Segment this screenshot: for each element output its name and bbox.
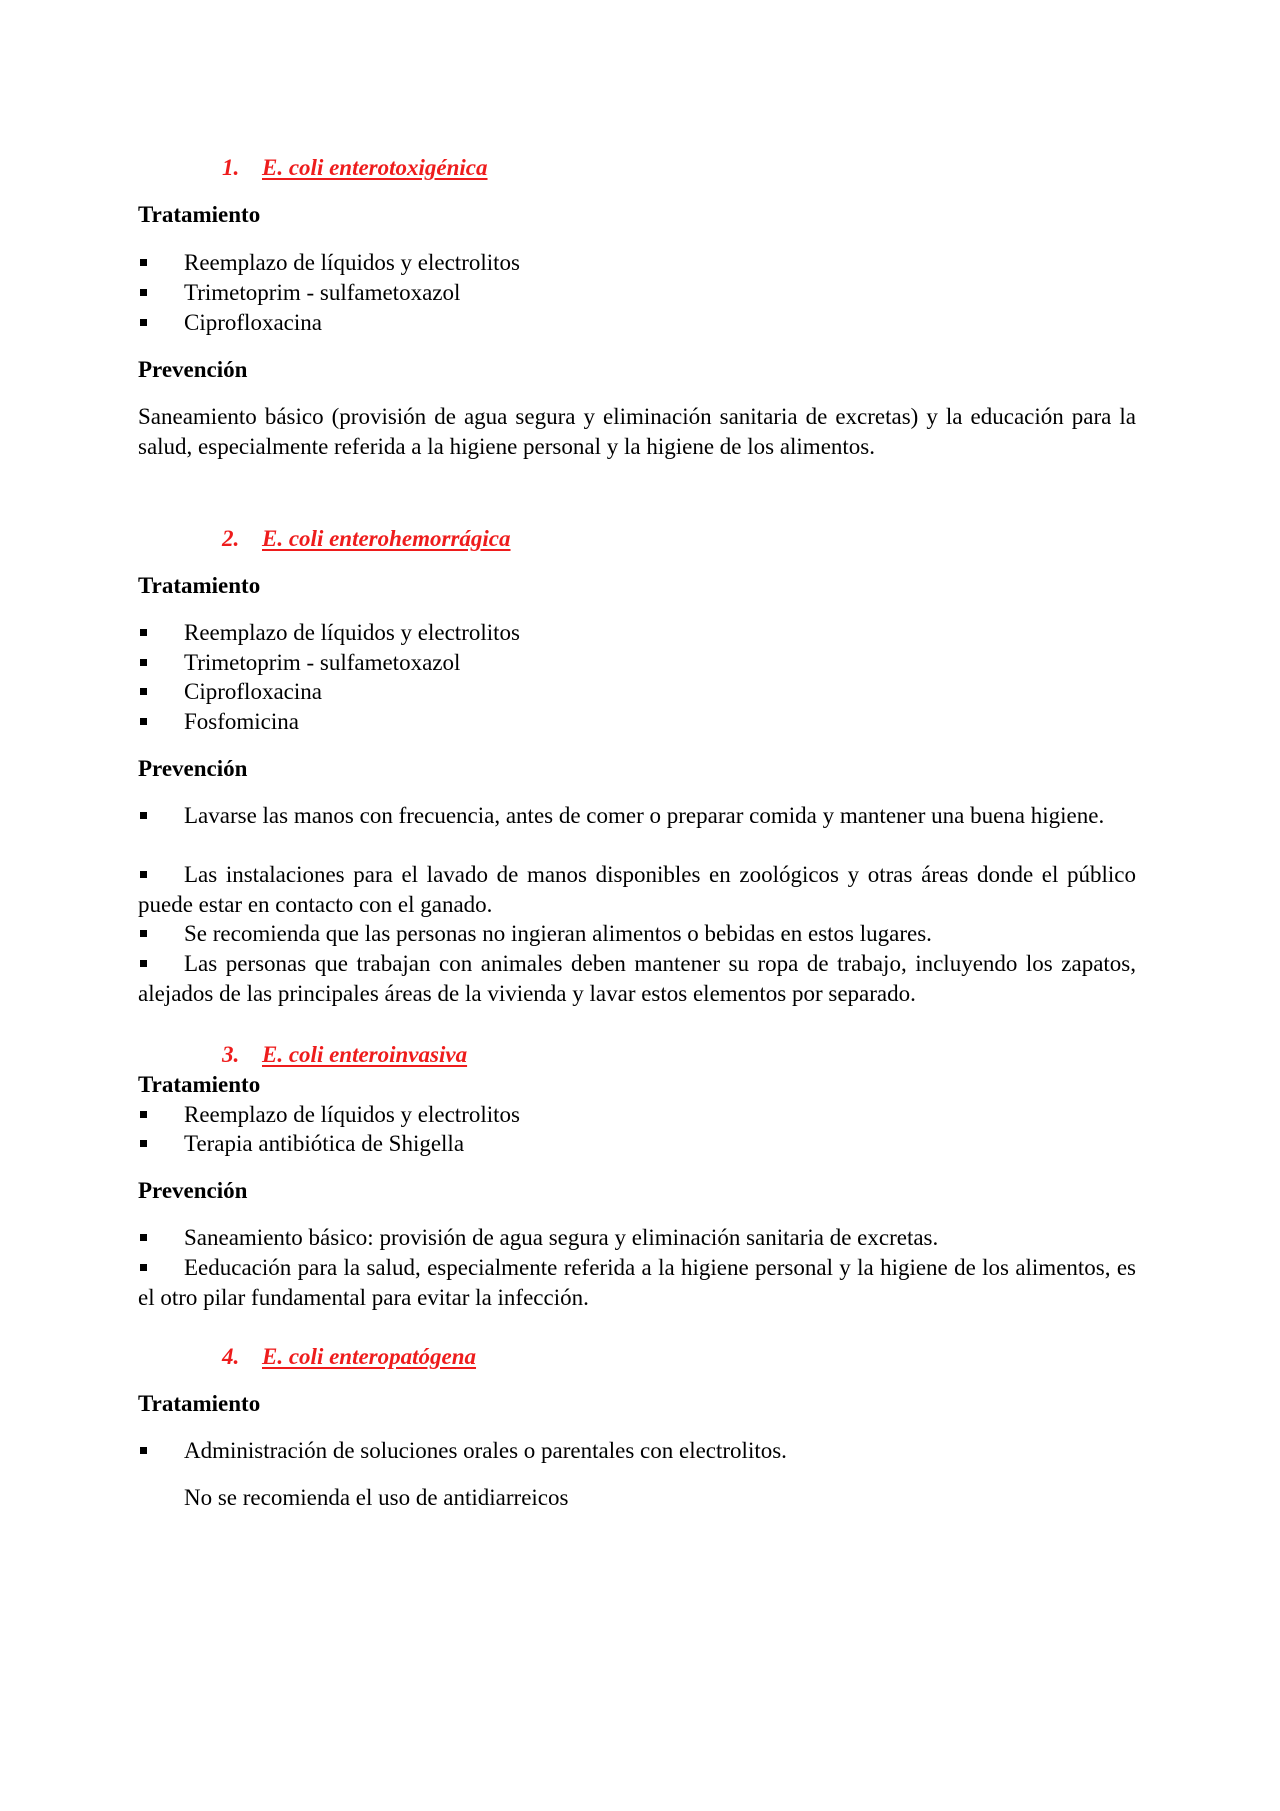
section-2-prevention-item: [138, 801, 1136, 831]
section-1-heading: [222, 153, 488, 183]
section-4-treatment-label: Tratamiento: [138, 1391, 261, 1416]
square-bullet-icon: [140, 812, 147, 819]
section-1-prevention-text: Saneamiento básico (provisión de agua segura y eliminación sanitaria de excretas) y la educación para la salud, especialmente referida a la higiene personal y la higiene de los alimentos.: [138, 404, 1136, 459]
square-bullet-icon: [140, 319, 147, 326]
section-4-title: E. coli enteropatógena: [262, 1344, 477, 1369]
square-bullet-icon: [140, 1264, 147, 1271]
list-item-text: Terapia antibiótica de Shigella: [184, 1131, 465, 1156]
list-item-text: Lavarse las manos con frecuencia, antes de comer o preparar comida y mantener una buena higiene.: [184, 803, 1105, 828]
section-3-number: 3.: [222, 1042, 240, 1067]
square-bullet-icon: [140, 1234, 147, 1241]
list-item-text: Ciprofloxacina: [184, 679, 322, 704]
square-bullet-icon: [140, 1447, 147, 1454]
section-2-title: E. coli enterohemorrágica: [262, 526, 511, 551]
list-item-text: Eeducación para la salud, especialmente referida a la higiene personal y la higiene de los alimentos, es el otro pilar fundamental para evitar la infección.: [138, 1255, 1136, 1310]
list-item-text: Trimetoprim - sulfametoxazol: [184, 650, 461, 675]
square-bullet-icon: [140, 960, 147, 967]
list-item-text: Reemplazo de líquidos y electrolitos: [184, 620, 520, 645]
section-2-number: 2.: [222, 526, 240, 551]
section-4-heading: [222, 1342, 476, 1372]
list-item-text: Reemplazo de líquidos y electrolitos: [184, 250, 520, 275]
square-bullet-icon: [140, 289, 147, 296]
section-1-treatment-label: Tratamiento: [138, 202, 261, 227]
list-item-text: Saneamiento básico: provisión de agua segura y eliminación sanitaria de excretas.: [184, 1225, 939, 1250]
list-item-text: Las instalaciones para el lavado de manos disponibles en zoológicos y otras áreas donde el público puede estar en contacto con el ganado.: [138, 862, 1136, 917]
section-3-prevention-item: [138, 1253, 1136, 1312]
section-2-prevention-label: Prevención: [138, 756, 248, 781]
list-item-text: Administración de soluciones orales o parentales con electrolitos.: [184, 1438, 787, 1463]
section-2-prevention-item: [138, 860, 1136, 919]
square-bullet-icon: [140, 718, 147, 725]
square-bullet-icon: [140, 688, 147, 695]
section-3-prevention-label: Prevención: [138, 1178, 248, 1203]
section-3-treatment-label: Tratamiento: [138, 1072, 261, 1097]
square-bullet-icon: [140, 259, 147, 266]
section-3-prevention-item: [138, 1223, 1136, 1253]
list-item-text: Reemplazo de líquidos y electrolitos: [184, 1102, 520, 1127]
square-bullet-icon: [140, 629, 147, 636]
square-bullet-icon: [140, 1140, 147, 1147]
section-1-number: 1.: [222, 155, 240, 180]
section-3-heading: [222, 1040, 467, 1070]
section-4-note: No se recomienda el uso de antidiarreicos: [184, 1485, 569, 1510]
square-bullet-icon: [140, 930, 147, 937]
list-item-text: Fosfomicina: [184, 709, 299, 734]
list-item-text: Trimetoprim - sulfametoxazol: [184, 280, 461, 305]
section-1-prevention-label: Prevención: [138, 357, 248, 382]
square-bullet-icon: [140, 871, 147, 878]
square-bullet-icon: [140, 659, 147, 666]
list-item-text: Las personas que trabajan con animales deben mantener su ropa de trabajo, incluyendo los zapatos, alejados de las principales áreas de la vivienda y lavar estos elementos por separado.: [138, 951, 1136, 1006]
list-item-text: Se recomienda que las personas no ingieran alimentos o bebidas en estos lugares.: [184, 921, 932, 946]
section-2-prevention-item: [138, 919, 1136, 949]
section-4-number: 4.: [222, 1344, 240, 1369]
section-2-heading: [222, 524, 511, 554]
section-3-title: E. coli enteroinvasiva: [262, 1042, 468, 1067]
section-1-title: E. coli enterotoxigénica: [262, 155, 488, 180]
square-bullet-icon: [140, 1111, 147, 1118]
list-item-text: Ciprofloxacina: [184, 310, 322, 335]
section-2-prevention-item: [138, 949, 1136, 1008]
section-2-treatment-label: Tratamiento: [138, 573, 261, 598]
